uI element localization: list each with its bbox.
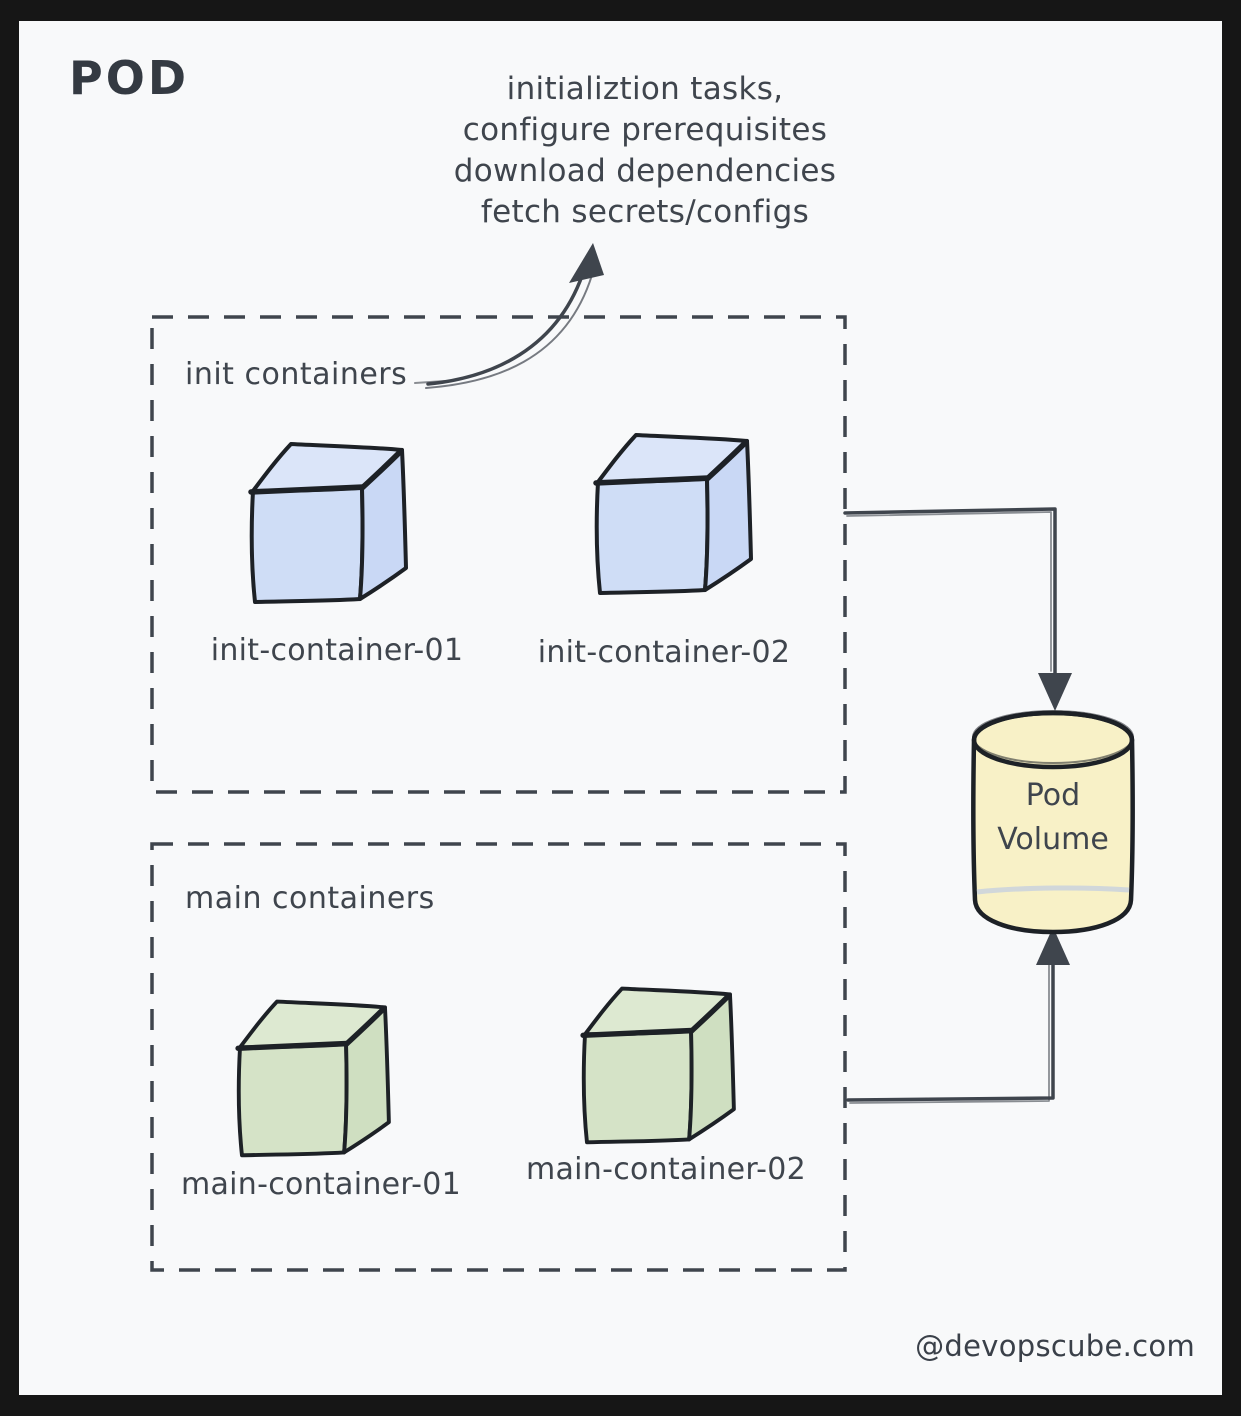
main-container-01-cube-icon <box>225 987 400 1167</box>
watermark: @devopscube.com <box>915 1329 1195 1363</box>
init-container-01-label: init-container-01 <box>210 633 464 668</box>
annotation-line: configure prerequisites <box>462 112 828 148</box>
init-container-01-cube-icon <box>240 429 415 614</box>
pod-volume-label-line2: Volume <box>997 822 1109 857</box>
annotation-line: initializtion tasks, <box>506 71 784 107</box>
main-containers-label: main containers <box>185 881 435 916</box>
annotation-line: download dependencies <box>453 153 837 189</box>
connector-main-to-volume-icon <box>848 927 1070 1103</box>
pod-volume-label-line1: Pod <box>1025 778 1081 813</box>
main-container-02-label: main-container-02 <box>525 1152 807 1187</box>
init-container-02-cube-icon <box>585 420 760 605</box>
init-container-02-label: init-container-02 <box>537 635 791 670</box>
page-title: POD <box>69 51 190 105</box>
annotation-line: fetch secrets/configs <box>480 194 810 230</box>
init-tasks-annotation <box>445 69 845 233</box>
init-containers-label: init containers <box>185 357 408 392</box>
pod-volume-label <box>965 774 1141 862</box>
main-container-01-label: main-container-01 <box>180 1167 462 1202</box>
connector-init-to-volume-icon <box>845 509 1072 711</box>
main-container-02-cube-icon <box>570 974 745 1154</box>
diagram-canvas <box>19 21 1222 1395</box>
